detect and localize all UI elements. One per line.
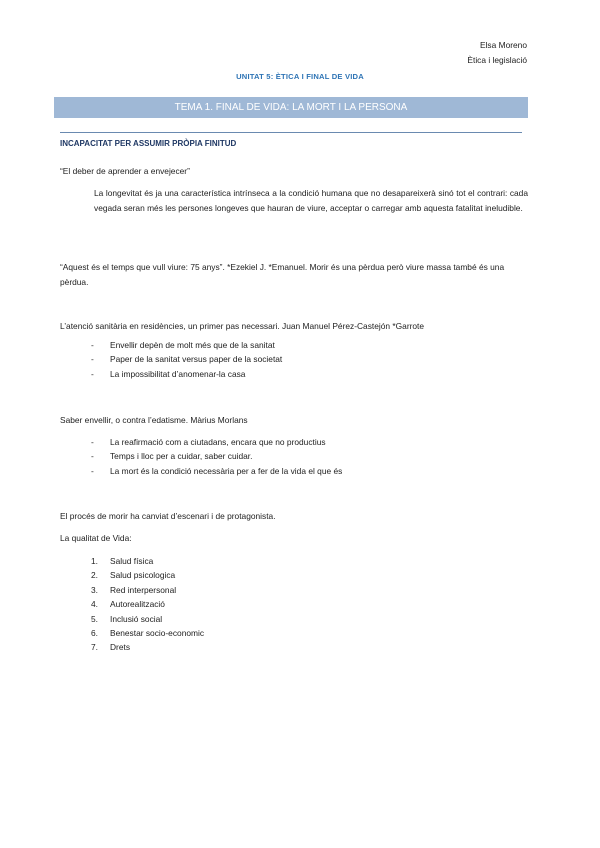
list-item: [91, 435, 342, 449]
list-item-text: Benestar socio-economic: [110, 627, 205, 638]
list-item: [91, 367, 282, 381]
section-b-heading: Saber envellir, o contra l’edatisme. Màrius Morlans: [60, 415, 248, 425]
list-item: [91, 640, 204, 654]
section-b-list: [91, 435, 343, 478]
quality-list: [91, 554, 205, 655]
list-item: [91, 449, 342, 463]
paragraph-proces: El procés de morir ha canviat d’escenari i de protagonista.: [60, 511, 276, 521]
list-item-text: Inclusió social: [110, 613, 163, 624]
list-item-text: La impossibilitat d’anomenar-la casa: [110, 368, 246, 379]
list-number: 2.: [91, 570, 98, 581]
tema-title-banner: [54, 97, 528, 118]
dash-bullet: -: [91, 368, 94, 379]
section-title: INCAPACITAT PER ASSUMIR PRÒPIA FINITUD: [60, 139, 237, 148]
subject-name: Ètica i legislació: [467, 55, 527, 65]
list-number: 4.: [91, 599, 98, 610]
dash-bullet: -: [91, 451, 94, 462]
list-item: [91, 597, 204, 611]
dash-bullet: -: [91, 437, 94, 447]
dash-bullet: -: [91, 465, 94, 476]
list-number: 5.: [91, 613, 98, 624]
list-item-text: Autorealització: [110, 599, 165, 610]
section-a-list: [91, 338, 283, 381]
document-header: [467, 38, 527, 68]
section-a-heading: L’atenció sanitària en residències, un primer pas necessari. Juan Manuel Pérez-Castejón *Garrote: [60, 321, 425, 331]
quote: “El deber de aprender a envejecer”: [60, 166, 190, 176]
list-item: [91, 464, 343, 478]
list-item: [91, 554, 204, 568]
quote-paragraph: La longevitat és ja una característica intrínseca a la condició humana que no desapareixerà sinó tot el contrari: cada vegada seran més les persones longeves que hauran de viure, acceptar o carregar amb aquesta fatalitat ineludible.: [94, 188, 528, 213]
list-item: [91, 583, 204, 597]
section-divider: [60, 132, 522, 133]
list-item: [91, 626, 205, 640]
list-item-text: La reafirmació com a ciutadans, encara que no productius: [110, 437, 326, 447]
tema-title: TEMA 1. FINAL DE VIDA: LA MORT I LA PERSONA: [174, 102, 408, 113]
author-name: Elsa Moreno: [479, 40, 527, 50]
list-number: 3.: [91, 584, 98, 595]
list-item: [91, 568, 204, 582]
list-item-text: Red interpersonal: [110, 584, 177, 595]
list-item-text: Envellir depèn de molt més que de la sanitat: [110, 340, 275, 350]
list-item: [91, 338, 282, 352]
paragraph-aquest: “Aquest és el temps que vull viure: 75 anys”. *Ezekiel J. *Emanuel. Morir és una pèrdua però viure massa també és una pèrdua.: [60, 262, 505, 287]
list-item: [91, 612, 204, 626]
list-item-text: Paper de la sanitat versus paper de la societat: [110, 354, 283, 365]
list-item-text: Salud física: [110, 556, 154, 566]
list-number: 6.: [91, 627, 98, 638]
dash-bullet: -: [91, 340, 94, 350]
list-item-text: Temps i lloc per a cuidar, saber cuidar.: [110, 451, 253, 462]
dash-bullet: -: [91, 354, 94, 365]
list-item: [91, 352, 283, 366]
list-item-text: Salud psicologica: [110, 570, 176, 581]
quality-heading: La qualitat de Vida:: [60, 533, 132, 543]
unit-title: UNITAT 5: ÈTICA I FINAL DE VIDA: [236, 72, 364, 81]
list-item-text: Drets: [110, 642, 131, 653]
list-item-text: La mort és la condició necessària per a fer de la vida el que és: [110, 465, 343, 476]
list-number: 1.: [91, 556, 98, 566]
list-number: 7.: [91, 642, 98, 653]
